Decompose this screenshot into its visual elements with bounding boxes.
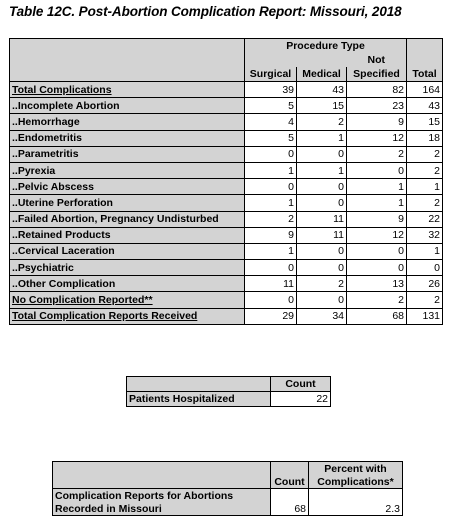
cell-value: 1	[407, 179, 443, 195]
row-label: Total Complication Reports Received	[10, 308, 245, 324]
procedure-type-header: Procedure Type	[245, 39, 407, 54]
table-row	[10, 179, 443, 195]
row-label: ..Pyrexia	[10, 162, 245, 178]
reports-count-value: 68	[271, 502, 309, 516]
cell-value: 2	[407, 162, 443, 178]
cell-value: 0	[347, 243, 407, 259]
cell-value: 12	[347, 227, 407, 243]
cell-value: 0	[245, 260, 297, 276]
cell-value: 1	[347, 195, 407, 211]
table-row	[10, 211, 443, 227]
row-label: ..Hemorrhage	[10, 114, 245, 130]
cell-value: 18	[407, 130, 443, 146]
complication-rows	[10, 82, 443, 325]
table-row	[10, 82, 443, 98]
table-row	[10, 195, 443, 211]
cell-value: 1	[297, 162, 347, 178]
cell-value: 1	[245, 162, 297, 178]
medical-header: Medical	[297, 67, 347, 82]
reports-header-row-1	[53, 462, 403, 476]
cell-value: 0	[297, 292, 347, 308]
reports-count-header: Count	[271, 475, 309, 489]
reports-label-line2: Recorded in Missouri	[53, 502, 271, 516]
patients-hospitalized-value: 22	[271, 392, 331, 407]
hospitalized-header-row	[127, 377, 331, 392]
percent-header-line1: Percent with	[309, 462, 403, 476]
cell-value: 11	[297, 211, 347, 227]
table-row	[10, 276, 443, 292]
reports-row-2	[53, 502, 403, 516]
percent-header-line2: Complications*	[309, 475, 403, 489]
cell-value: 2	[407, 146, 443, 162]
row-label: ..Other Complication	[10, 276, 245, 292]
table-row	[10, 260, 443, 276]
cell-value: 1	[297, 130, 347, 146]
hospitalized-row	[127, 392, 331, 407]
complication-table	[9, 38, 443, 325]
row-label: ..Retained Products	[10, 227, 245, 243]
cell-value: 0	[297, 179, 347, 195]
hospitalized-table	[126, 376, 331, 407]
cell-value: 29	[245, 308, 297, 324]
cell-value: 9	[347, 211, 407, 227]
cell-value: 2	[297, 276, 347, 292]
table-row	[10, 98, 443, 114]
row-label: No Complication Reported**	[10, 292, 245, 308]
reports-table	[52, 461, 403, 516]
total-header: Total	[407, 67, 443, 82]
cell-value: 2	[407, 292, 443, 308]
cell-value: 13	[347, 276, 407, 292]
row-label: ..Uterine Perforation	[10, 195, 245, 211]
cell-value: 39	[245, 82, 297, 98]
cell-value: 15	[407, 114, 443, 130]
cell-value: 43	[407, 98, 443, 114]
cell-value: 2	[245, 211, 297, 227]
table-row	[10, 308, 443, 324]
cell-value: 32	[407, 227, 443, 243]
cell-value: 0	[297, 260, 347, 276]
cell-value: 1	[347, 179, 407, 195]
cell-value: 0	[245, 146, 297, 162]
header-blank-total	[407, 39, 443, 54]
cell-value: 4	[245, 114, 297, 130]
cell-value: 12	[347, 130, 407, 146]
cell-value: 1	[245, 195, 297, 211]
cell-value: 5	[245, 98, 297, 114]
cell-value: 0	[297, 243, 347, 259]
cell-value: 0	[297, 195, 347, 211]
row-label: ..Failed Abortion, Pregnancy Undisturbed	[10, 211, 245, 227]
header-blank	[10, 39, 245, 82]
row-label: ..Pelvic Abscess	[10, 179, 245, 195]
patients-hospitalized-label: Patients Hospitalized	[127, 392, 271, 407]
cell-value: 0	[297, 146, 347, 162]
cell-value: 11	[297, 227, 347, 243]
reports-row-1	[53, 489, 403, 503]
cell-value: 5	[245, 130, 297, 146]
cell-value: 0	[245, 179, 297, 195]
cell-value: 23	[347, 98, 407, 114]
cell-value: 2	[347, 292, 407, 308]
cell-value: 9	[245, 227, 297, 243]
cell-value: 22	[407, 211, 443, 227]
cell-value: 34	[297, 308, 347, 324]
cell-value: 1	[407, 243, 443, 259]
cell-value: 2	[347, 146, 407, 162]
row-label: ..Cervical Laceration	[10, 243, 245, 259]
surgical-header: Surgical	[245, 67, 297, 82]
cell-value: 15	[297, 98, 347, 114]
table-row	[10, 130, 443, 146]
row-label: ..Incomplete Abortion	[10, 98, 245, 114]
cell-value: 11	[245, 276, 297, 292]
count-header: Count	[271, 377, 331, 392]
cell-value: 9	[347, 114, 407, 130]
page-title: Table 12C. Post-Abortion Complication Report: Missouri, 2018	[9, 4, 402, 19]
cell-value: 164	[407, 82, 443, 98]
table-row	[10, 114, 443, 130]
table-row	[10, 146, 443, 162]
cell-value: 43	[297, 82, 347, 98]
row-label: ..Parametritis	[10, 146, 245, 162]
table-row	[10, 292, 443, 308]
cell-value: 0	[245, 292, 297, 308]
cell-value: 1	[245, 243, 297, 259]
reports-percent-value: 2.3	[309, 502, 403, 516]
reports-label-line1: Complication Reports for Abortions	[53, 489, 271, 503]
row-label: Total Complications	[10, 82, 245, 98]
not-specified-header-line1: Not	[347, 53, 407, 67]
cell-value: 131	[407, 308, 443, 324]
table-row	[10, 162, 443, 178]
not-specified-header-line2: Specified	[347, 67, 407, 82]
cell-value: 26	[407, 276, 443, 292]
row-label: ..Endometritis	[10, 130, 245, 146]
table-header-row-1	[10, 39, 443, 54]
cell-value: 2	[407, 195, 443, 211]
row-label: ..Psychiatric	[10, 260, 245, 276]
cell-value: 2	[297, 114, 347, 130]
table-row	[10, 227, 443, 243]
cell-value: 0	[407, 260, 443, 276]
cell-value: 68	[347, 308, 407, 324]
cell-value: 82	[347, 82, 407, 98]
table-row	[10, 243, 443, 259]
cell-value: 0	[347, 260, 407, 276]
cell-value: 0	[347, 162, 407, 178]
